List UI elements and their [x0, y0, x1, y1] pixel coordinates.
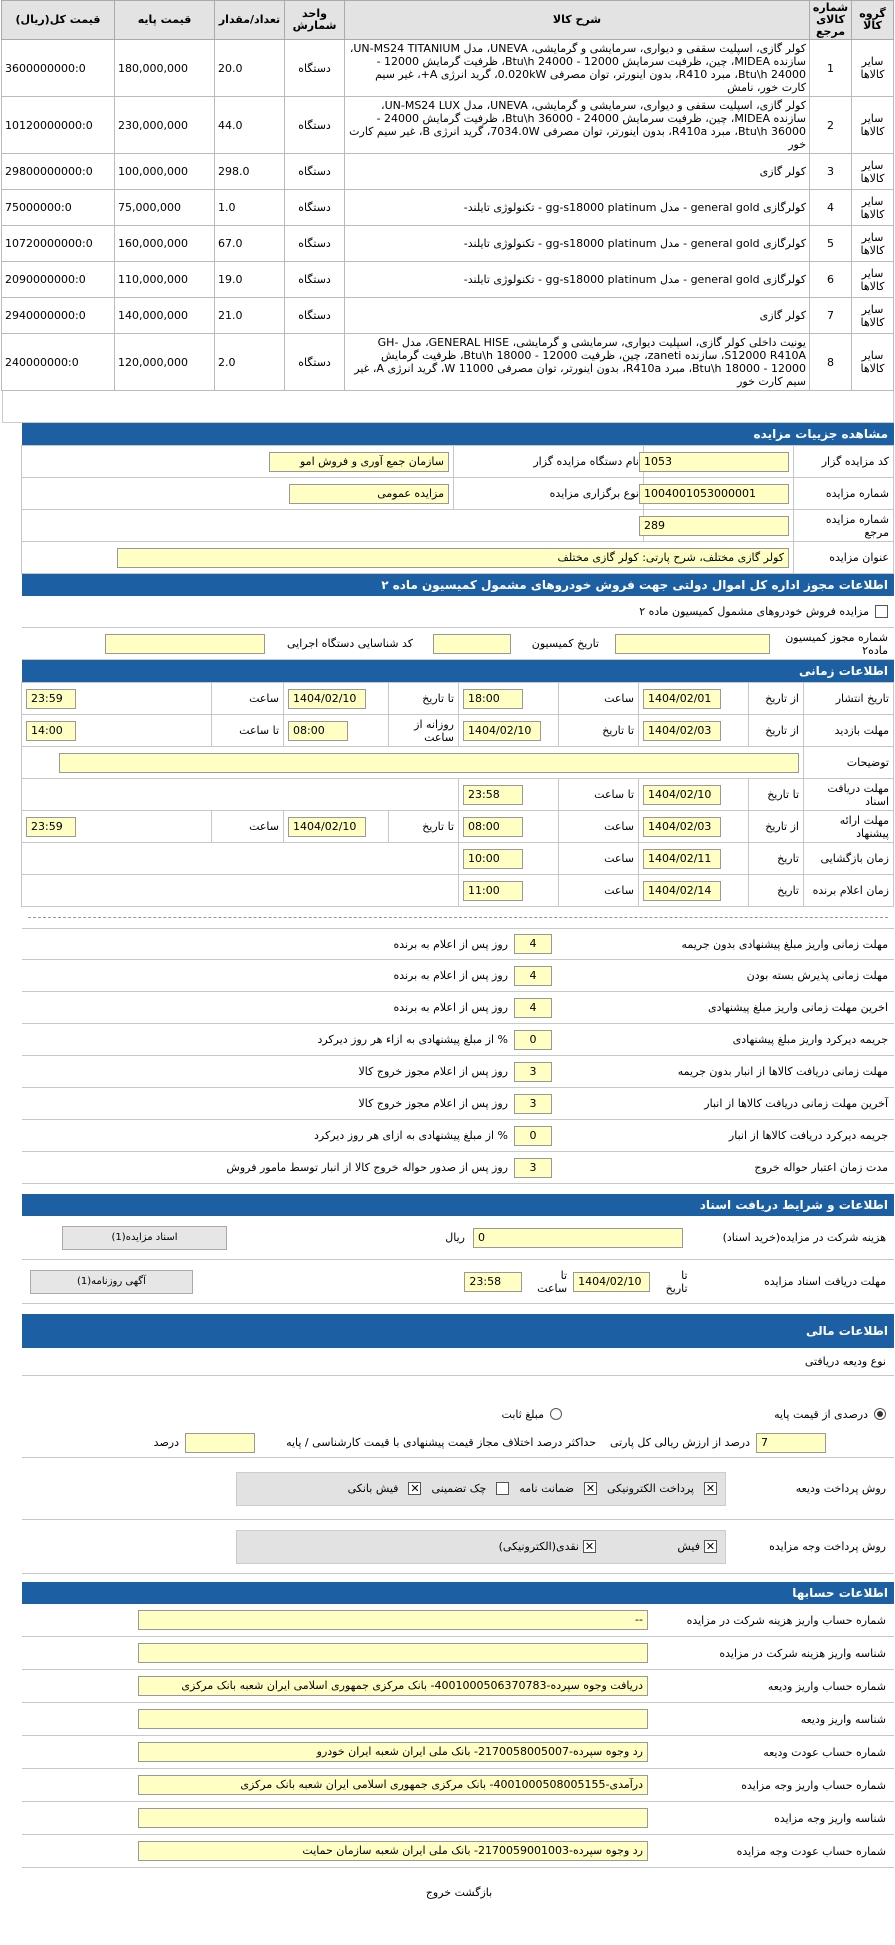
guarantee-checkbox[interactable]: ✕	[585, 1482, 596, 1495]
total-price-cell: 10120000000:0	[2, 97, 115, 154]
permit-section	[22, 574, 894, 660]
label: حداکثر درصد اختلاف مجاز قیمت پیشنهادی با قیمت کارشناسی / پایه	[286, 1436, 596, 1449]
label: مهلت زمانی پذیرش بسته بودن	[746, 969, 888, 982]
pay-methods	[236, 1530, 726, 1564]
unit-cell: دستگاه	[285, 226, 345, 262]
label: فیش بانکی	[347, 1482, 399, 1495]
total-price-cell: 10720000000:0	[2, 226, 115, 262]
group-cell: سایر کالاها	[852, 334, 894, 391]
ref-cell: 7	[810, 298, 852, 334]
label: پرداخت الکترونیکی	[607, 1482, 694, 1495]
ref-cell: 2	[810, 97, 852, 154]
label: شماره حساب عودت ودیعه	[763, 1745, 886, 1759]
offer-from-hour-field[interactable]: 08:00	[463, 817, 523, 837]
label: مهلت زمانی واریز مبلغ پیشنهادی بدون جریمه	[681, 937, 888, 951]
base-price-cell: 160,000,000	[115, 226, 215, 262]
qty-cell: 44.0	[215, 97, 285, 154]
base-price-cell: 100,000,000	[115, 154, 215, 190]
deadline-row	[22, 1120, 894, 1152]
items-header-row	[2, 1, 894, 40]
max-diff-field[interactable]	[185, 1433, 255, 1453]
offer-to-hour-field[interactable]: 23:59	[26, 817, 76, 837]
label: ریال	[445, 1231, 465, 1244]
back-link[interactable]: بازگشت	[454, 1886, 493, 1899]
account-row	[22, 1769, 894, 1802]
accounts-list	[22, 1604, 894, 1868]
group-cell: سایر کالاها	[852, 97, 894, 154]
auction-title-field[interactable]: کولر گازی مختلف، شرح پارتی: کولر گازی مختلف	[117, 548, 789, 568]
deadline-field[interactable]: 3	[514, 1094, 552, 1114]
label: ساعت	[559, 811, 639, 843]
label: تا ساعت	[537, 1268, 568, 1295]
label: روز پس از اعلام به برنده	[393, 1001, 508, 1014]
label: هزینه شرکت در مزایده(خرید اسناد)	[722, 1231, 886, 1244]
table-row	[2, 262, 894, 298]
exec-id-field[interactable]	[105, 634, 265, 654]
holding-type-field[interactable]: مزایده عمومی	[289, 484, 449, 504]
commission-date-field[interactable]	[433, 634, 511, 654]
label: شماره مجوز کمیسیون ماده۲	[785, 630, 888, 657]
ref-cell: 3	[810, 154, 852, 190]
desc-cell: کولر گازی، اسپلیت سقفی و دیواری، سرمایشی و گرمایشی، UNEVA، مدل UN-MS24 TITANIUM، سازنده MIDEA، چین، ظرفیت سرمایش 12000 - 24000 Btu\h، ظرفیت گرمایش 12000 - 24000 Btu\h، مبرد R410، بدون اینورتر، توان مصرفی 0.020kW، گرید انرژی A+، غیر سیم کارت خور، نامش	[345, 40, 810, 97]
desc-cell: کولرگازی general gold - مدل gg-s18000 platinum - تکنولوژی تایلند-	[345, 262, 810, 298]
unit-cell: دستگاه	[285, 40, 345, 97]
org-name-field[interactable]: سازمان جمع آوری و فروش امو	[269, 452, 449, 472]
table-spacer	[2, 391, 894, 423]
label: مبلغ ثابت	[501, 1407, 544, 1421]
deadline-field[interactable]: 0	[514, 1126, 552, 1146]
deadline-field[interactable]: 3	[514, 1062, 552, 1082]
desc-cell: یونیت داخلی کولر گازی، اسپلیت دیواری، سرمایشی و گرمایشی، GENERAL HISE، مدل GH-S12000 R410A، سازنده zaneti، چین، ظرفیت 12000 - 18000 Btu\h، ظرفیت گرمایش 12000 - 18000 Btu\h، مبرد R410a، بدون اینورتر، توان مصرفی 11000 W، گرید انرژی A، غیر سیم کارت خور	[345, 334, 810, 391]
ref-cell: 1	[810, 40, 852, 97]
total-price-cell: 240000000:0	[2, 334, 115, 391]
label: تا تاریخ	[389, 811, 459, 843]
section-title: اطلاعات حسابها	[22, 1582, 894, 1604]
pay-cash-checkbox[interactable]: ✕	[584, 1540, 595, 1553]
deadline-row	[22, 1024, 894, 1056]
label: کد شناسایی دستگاه اجرایی	[286, 637, 413, 650]
base-price-cell: 180,000,000	[115, 40, 215, 97]
label: زمان بازگشایی	[804, 843, 894, 875]
total-price-cell: 3600000000:0	[2, 40, 115, 97]
publish-to-hour-field[interactable]: 23:59	[26, 689, 76, 709]
label: فیش	[677, 1540, 700, 1553]
label: روز پس از اعلام به برنده	[393, 969, 508, 982]
percent-radio[interactable]	[874, 1408, 886, 1420]
table-row	[2, 298, 894, 334]
col-header: تعداد/مقدار	[215, 1, 285, 40]
label: نام دستگاه مزایده گزار	[454, 446, 644, 478]
group-cell: سایر کالاها	[852, 190, 894, 226]
section-title: اطلاعات زمانی	[22, 660, 894, 682]
label: جریمه دیرکرد دریافت کالاها از انبار	[728, 1129, 888, 1142]
label: شناسه واریز هزینه شرکت در مزایده	[719, 1646, 886, 1660]
label: نوع برگزاری مزایده	[454, 478, 644, 510]
footer-links	[23, 1886, 895, 1899]
visit-to-field[interactable]: 1404/02/10	[463, 721, 541, 741]
divider	[28, 917, 888, 918]
label: مهلت بازدید	[804, 715, 894, 747]
qty-cell: 20.0	[215, 40, 285, 97]
deadline-row	[22, 1088, 894, 1120]
ref-no-field[interactable]: 289	[639, 516, 789, 536]
publish-to-field[interactable]: 1404/02/10	[288, 689, 366, 709]
account-row	[22, 1670, 894, 1703]
doc-to-field[interactable]: 1404/02/10	[643, 785, 721, 805]
deadlines-list	[22, 928, 894, 1184]
check-checkbox[interactable]	[496, 1482, 509, 1495]
account-row	[22, 1835, 894, 1868]
base-price-cell: 120,000,000	[115, 334, 215, 391]
group-cell: سایر کالاها	[852, 298, 894, 334]
deadline-row	[22, 1152, 894, 1184]
qty-cell: 1.0	[215, 190, 285, 226]
label: ساعت	[559, 875, 639, 907]
qty-cell: 298.0	[215, 154, 285, 190]
label: آخرین مهلت زمانی دریافت کالاها از انبار	[704, 1097, 888, 1110]
col-header: قیمت پایه	[115, 1, 215, 40]
section-title: اطلاعات و شرایط دریافت اسناد	[22, 1194, 894, 1216]
label: درصدی از قیمت پایه	[774, 1407, 868, 1421]
finance-section	[22, 1314, 894, 1574]
opening-date-field[interactable]: 1404/02/11	[643, 849, 721, 869]
permit-no-field[interactable]	[615, 634, 770, 654]
qty-cell: 2.0	[215, 334, 285, 391]
auctioneer-code-field[interactable]: 1053	[639, 452, 789, 472]
account-field[interactable]: رد وجوه سپرده-2170059001003- بانک ملی ایران شعبه سازمان حمایت	[138, 1841, 648, 1861]
label: ساعت	[559, 683, 639, 715]
label: ضمانت نامه	[519, 1482, 574, 1495]
unit-cell: دستگاه	[285, 334, 345, 391]
label: شماره مزایده مرجع	[794, 510, 894, 542]
opening-hour-field[interactable]: 10:00	[463, 849, 523, 869]
label: مهلت دریافت اسناد مزایده	[763, 1275, 886, 1288]
qty-cell: 19.0	[215, 262, 285, 298]
deadline-field[interactable]: 4	[514, 966, 552, 986]
group-cell: سایر کالاها	[852, 154, 894, 190]
table-row	[2, 97, 894, 154]
desc-cell: کولر گازی	[345, 298, 810, 334]
docs-hour-field[interactable]: 23:58	[464, 1272, 521, 1292]
label: از تاریخ	[749, 811, 804, 843]
commission-checkbox[interactable]	[875, 605, 888, 618]
base-price-cell: 230,000,000	[115, 97, 215, 154]
label: ساعت	[212, 811, 284, 843]
details-section	[22, 423, 894, 574]
group-cell: سایر کالاها	[852, 262, 894, 298]
label: کد مزایده گزار	[794, 446, 894, 478]
deadline-row	[22, 992, 894, 1024]
timing-section	[22, 660, 894, 1184]
label: مزایده فروش خودروهای مشمول کمیسیون ماده ۲	[639, 605, 869, 618]
label: تا تاریخ	[749, 779, 804, 811]
desc-cell: کولرگازی general gold - مدل gg-s18000 platinum - تکنولوژی تایلند-	[345, 190, 810, 226]
table-row	[2, 154, 894, 190]
desc-cell: کولر گازی	[345, 154, 810, 190]
auction-no-field[interactable]: 1004001053000001	[639, 484, 789, 504]
label: شناسه واریز وجه مزایده	[774, 1811, 886, 1825]
label: روش پرداخت ودیعه	[795, 1482, 886, 1495]
account-row	[22, 1637, 894, 1670]
col-header: واحد شمارش	[285, 1, 345, 40]
items-body	[2, 40, 894, 391]
ref-cell: 8	[810, 334, 852, 391]
account-row	[22, 1802, 894, 1835]
label: عنوان مزایده	[794, 542, 894, 574]
account-field[interactable]: دریافت وجوه سپرده-4001000506370783- بانک مرکزی جمهوری اسلامی ایران شعبه بانک مرکزی	[138, 1676, 648, 1696]
section-title: اطلاعات مالی	[22, 1314, 894, 1348]
group-cell: سایر کالاها	[852, 226, 894, 262]
account-row	[22, 1736, 894, 1769]
offer-to-field[interactable]: 1404/02/10	[288, 817, 366, 837]
label: تا تاریخ	[665, 1268, 688, 1295]
label: تا ساعت	[212, 715, 284, 747]
desc-cell: کولر گازی، اسپلیت سقفی و دیواری، سرمایشی و گرمایشی، UNEVA، مدل UN-MS24 LUX، سازنده MIDEA، چین، ظرفیت سرمایش 24000 - 36000 Btu\h، ظرفیت گرمایش 24000 - 36000 Btu\h، مبرد R410a، بدون اینورتر، توان مصرفی 7034.0W، گرید انرژی B، غیر سیم کارت خور	[345, 97, 810, 154]
label: % از مبلغ پیشنهادی به ازاء هر روز دیرکرد	[317, 1033, 508, 1046]
label: شماره حساب واریز هزینه شرکت در مزایده	[686, 1613, 886, 1627]
col-header: گروه کالا	[852, 1, 894, 40]
label: مدت زمان اعتبار حواله خروج	[754, 1161, 888, 1174]
label: شماره مزایده	[794, 478, 894, 510]
label: زمان اعلام برنده	[804, 875, 894, 907]
unit-cell: دستگاه	[285, 190, 345, 226]
deadline-field[interactable]: 0	[514, 1030, 552, 1050]
total-price-cell: 2090000000:0	[2, 262, 115, 298]
deadline-field[interactable]: 4	[514, 998, 552, 1018]
account-field[interactable]: --	[138, 1610, 648, 1630]
label: روش پرداخت وجه مزایده	[769, 1540, 886, 1553]
label: از تاریخ	[749, 715, 804, 747]
label: اخرین مهلت زمانی واریز مبلغ پیشنهادی	[708, 1001, 888, 1014]
label: روزانه از ساعت	[389, 715, 459, 747]
account-field[interactable]	[138, 1709, 648, 1729]
base-price-cell: 140,000,000	[115, 298, 215, 334]
pay-receipt-checkbox[interactable]: ✕	[705, 1540, 716, 1553]
label: مهلت دریافت اسناد	[804, 779, 894, 811]
exit-link[interactable]: خروج	[425, 1886, 452, 1899]
label: شماره حساب واریز ودیعه	[767, 1679, 886, 1693]
col-header: شرح کالا	[345, 1, 810, 40]
deposit-percent-field[interactable]: 7	[756, 1433, 826, 1453]
deposit-methods	[236, 1472, 726, 1506]
label: تاریخ کمیسیون	[531, 637, 599, 650]
col-header: شماره کالای مرجع	[810, 1, 852, 40]
doc-to-hour-field[interactable]: 23:58	[463, 785, 523, 805]
label: روز پس از اعلام به برنده	[393, 937, 508, 951]
unit-cell: دستگاه	[285, 298, 345, 334]
deadline-field[interactable]: 3	[514, 1158, 552, 1178]
publish-from-field[interactable]: 1404/02/01	[643, 689, 721, 709]
total-price-cell: 29800000000:0	[2, 154, 115, 190]
label: تا ساعت	[559, 779, 639, 811]
electronic-checkbox[interactable]: ✕	[705, 1482, 716, 1495]
label: جریمه دیرکرد واریز مبلغ پیشنهادی	[732, 1033, 888, 1046]
label: شناسه واریز ودیعه	[800, 1712, 886, 1726]
notes-field[interactable]	[59, 753, 799, 773]
table-row	[2, 334, 894, 391]
accounts-section	[22, 1582, 894, 1868]
unit-cell: دستگاه	[285, 154, 345, 190]
table-row	[2, 226, 894, 262]
details-table	[21, 445, 894, 574]
account-row	[22, 1703, 894, 1736]
table-row	[2, 40, 894, 97]
winner-date-field[interactable]: 1404/02/14	[643, 881, 721, 901]
desc-cell: کولرگازی general gold - مدل gg-s18000 platinum - تکنولوژی تایلند-	[345, 226, 810, 262]
label: تاریخ	[749, 875, 804, 907]
label: شماره حساب عودت وجه مزایده	[736, 1844, 886, 1858]
visit-to-hour-field[interactable]: 14:00	[26, 721, 76, 741]
unit-cell: دستگاه	[285, 97, 345, 154]
base-price-cell: 75,000,000	[115, 190, 215, 226]
label: تا تاریخ	[559, 715, 639, 747]
ref-cell: 4	[810, 190, 852, 226]
deadline-row	[22, 960, 894, 992]
label: % از مبلغ پیشنهادی به ازای هر روز دیرکرد	[314, 1129, 508, 1142]
label: تاریخ	[749, 843, 804, 875]
label: ساعت	[559, 843, 639, 875]
qty-cell: 67.0	[215, 226, 285, 262]
offer-from-field[interactable]: 1404/02/03	[643, 817, 721, 837]
label: روز پس از اعلام مجوز خروج کالا	[358, 1065, 508, 1078]
base-price-cell: 110,000,000	[115, 262, 215, 298]
account-row	[22, 1604, 894, 1637]
visit-from-hour-field[interactable]: 08:00	[288, 721, 348, 741]
docs-date-field[interactable]: 1404/02/10	[573, 1272, 650, 1292]
timing-table	[21, 682, 894, 907]
newspaper-ad-button[interactable]: آگهی روزنامه(1)	[30, 1270, 193, 1294]
docs-section	[22, 1194, 894, 1304]
items-table	[1, 0, 894, 391]
label: روز پس از صدور حواله خروج کالا از انبار توسط مامور فروش	[226, 1161, 508, 1174]
publish-hour-field[interactable]: 18:00	[463, 689, 523, 709]
visit-from-field[interactable]: 1404/02/03	[643, 721, 721, 741]
group-cell: سایر کالاها	[852, 40, 894, 97]
label: تا تاریخ	[389, 683, 459, 715]
qty-cell: 21.0	[215, 298, 285, 334]
label: درصد از ارزش ریالی کل پارتی	[609, 1436, 750, 1449]
label: شماره حساب واریز وجه مزایده	[741, 1778, 886, 1792]
receipt-checkbox[interactable]: ✕	[410, 1482, 420, 1495]
section-title: اطلاعات مجوز اداره کل اموال دولتی جهت فروش خودروهای مشمول کمیسیون ماده ۲	[22, 574, 894, 596]
deadline-field[interactable]: 4	[514, 934, 552, 954]
label: چک تضمینی	[431, 1482, 487, 1495]
total-price-cell: 2940000000:0	[2, 298, 115, 334]
deadline-row	[22, 928, 894, 960]
account-field[interactable]: درآمدی-4001000508005155- بانک مرکزی جمهوری اسلامی ایران شعبه بانک مرکزی	[138, 1775, 648, 1795]
col-header: قیمت کل(ریال)	[2, 1, 115, 40]
label: از تاریخ	[749, 683, 804, 715]
auction-docs-button[interactable]: اسناد مزایده(1)	[62, 1226, 227, 1250]
winner-hour-field[interactable]: 11:00	[463, 881, 523, 901]
total-price-cell: 75000000:0	[2, 190, 115, 226]
fee-field[interactable]: 0	[473, 1228, 683, 1248]
section-title: مشاهده جزییات مزایده	[22, 423, 894, 445]
label: تاریخ انتشار	[804, 683, 894, 715]
account-field[interactable]	[138, 1643, 648, 1663]
account-field[interactable]: رد وجوه سپرده-2170058005007- بانک ملی ایران شعبه ایران خودرو	[138, 1742, 648, 1762]
account-field[interactable]	[138, 1808, 648, 1828]
label: مهلت ارائه پیشنهاد	[804, 811, 894, 843]
label: توضیحات	[804, 747, 894, 779]
fixed-radio[interactable]	[550, 1408, 562, 1420]
unit-cell: دستگاه	[285, 262, 345, 298]
label: نقدی(الکترونیکی)	[498, 1540, 579, 1553]
label: مهلت زمانی دریافت کالاها از انبار بدون جریمه	[677, 1065, 888, 1078]
ref-cell: 6	[810, 262, 852, 298]
deadline-row	[22, 1056, 894, 1088]
label: درصد	[153, 1436, 179, 1449]
table-row	[2, 190, 894, 226]
label: روز پس از اعلام مجوز خروج کالا	[358, 1097, 508, 1110]
label: نوع ودیعه دریافتی	[22, 1348, 894, 1376]
label: ساعت	[212, 683, 284, 715]
ref-cell: 5	[810, 226, 852, 262]
